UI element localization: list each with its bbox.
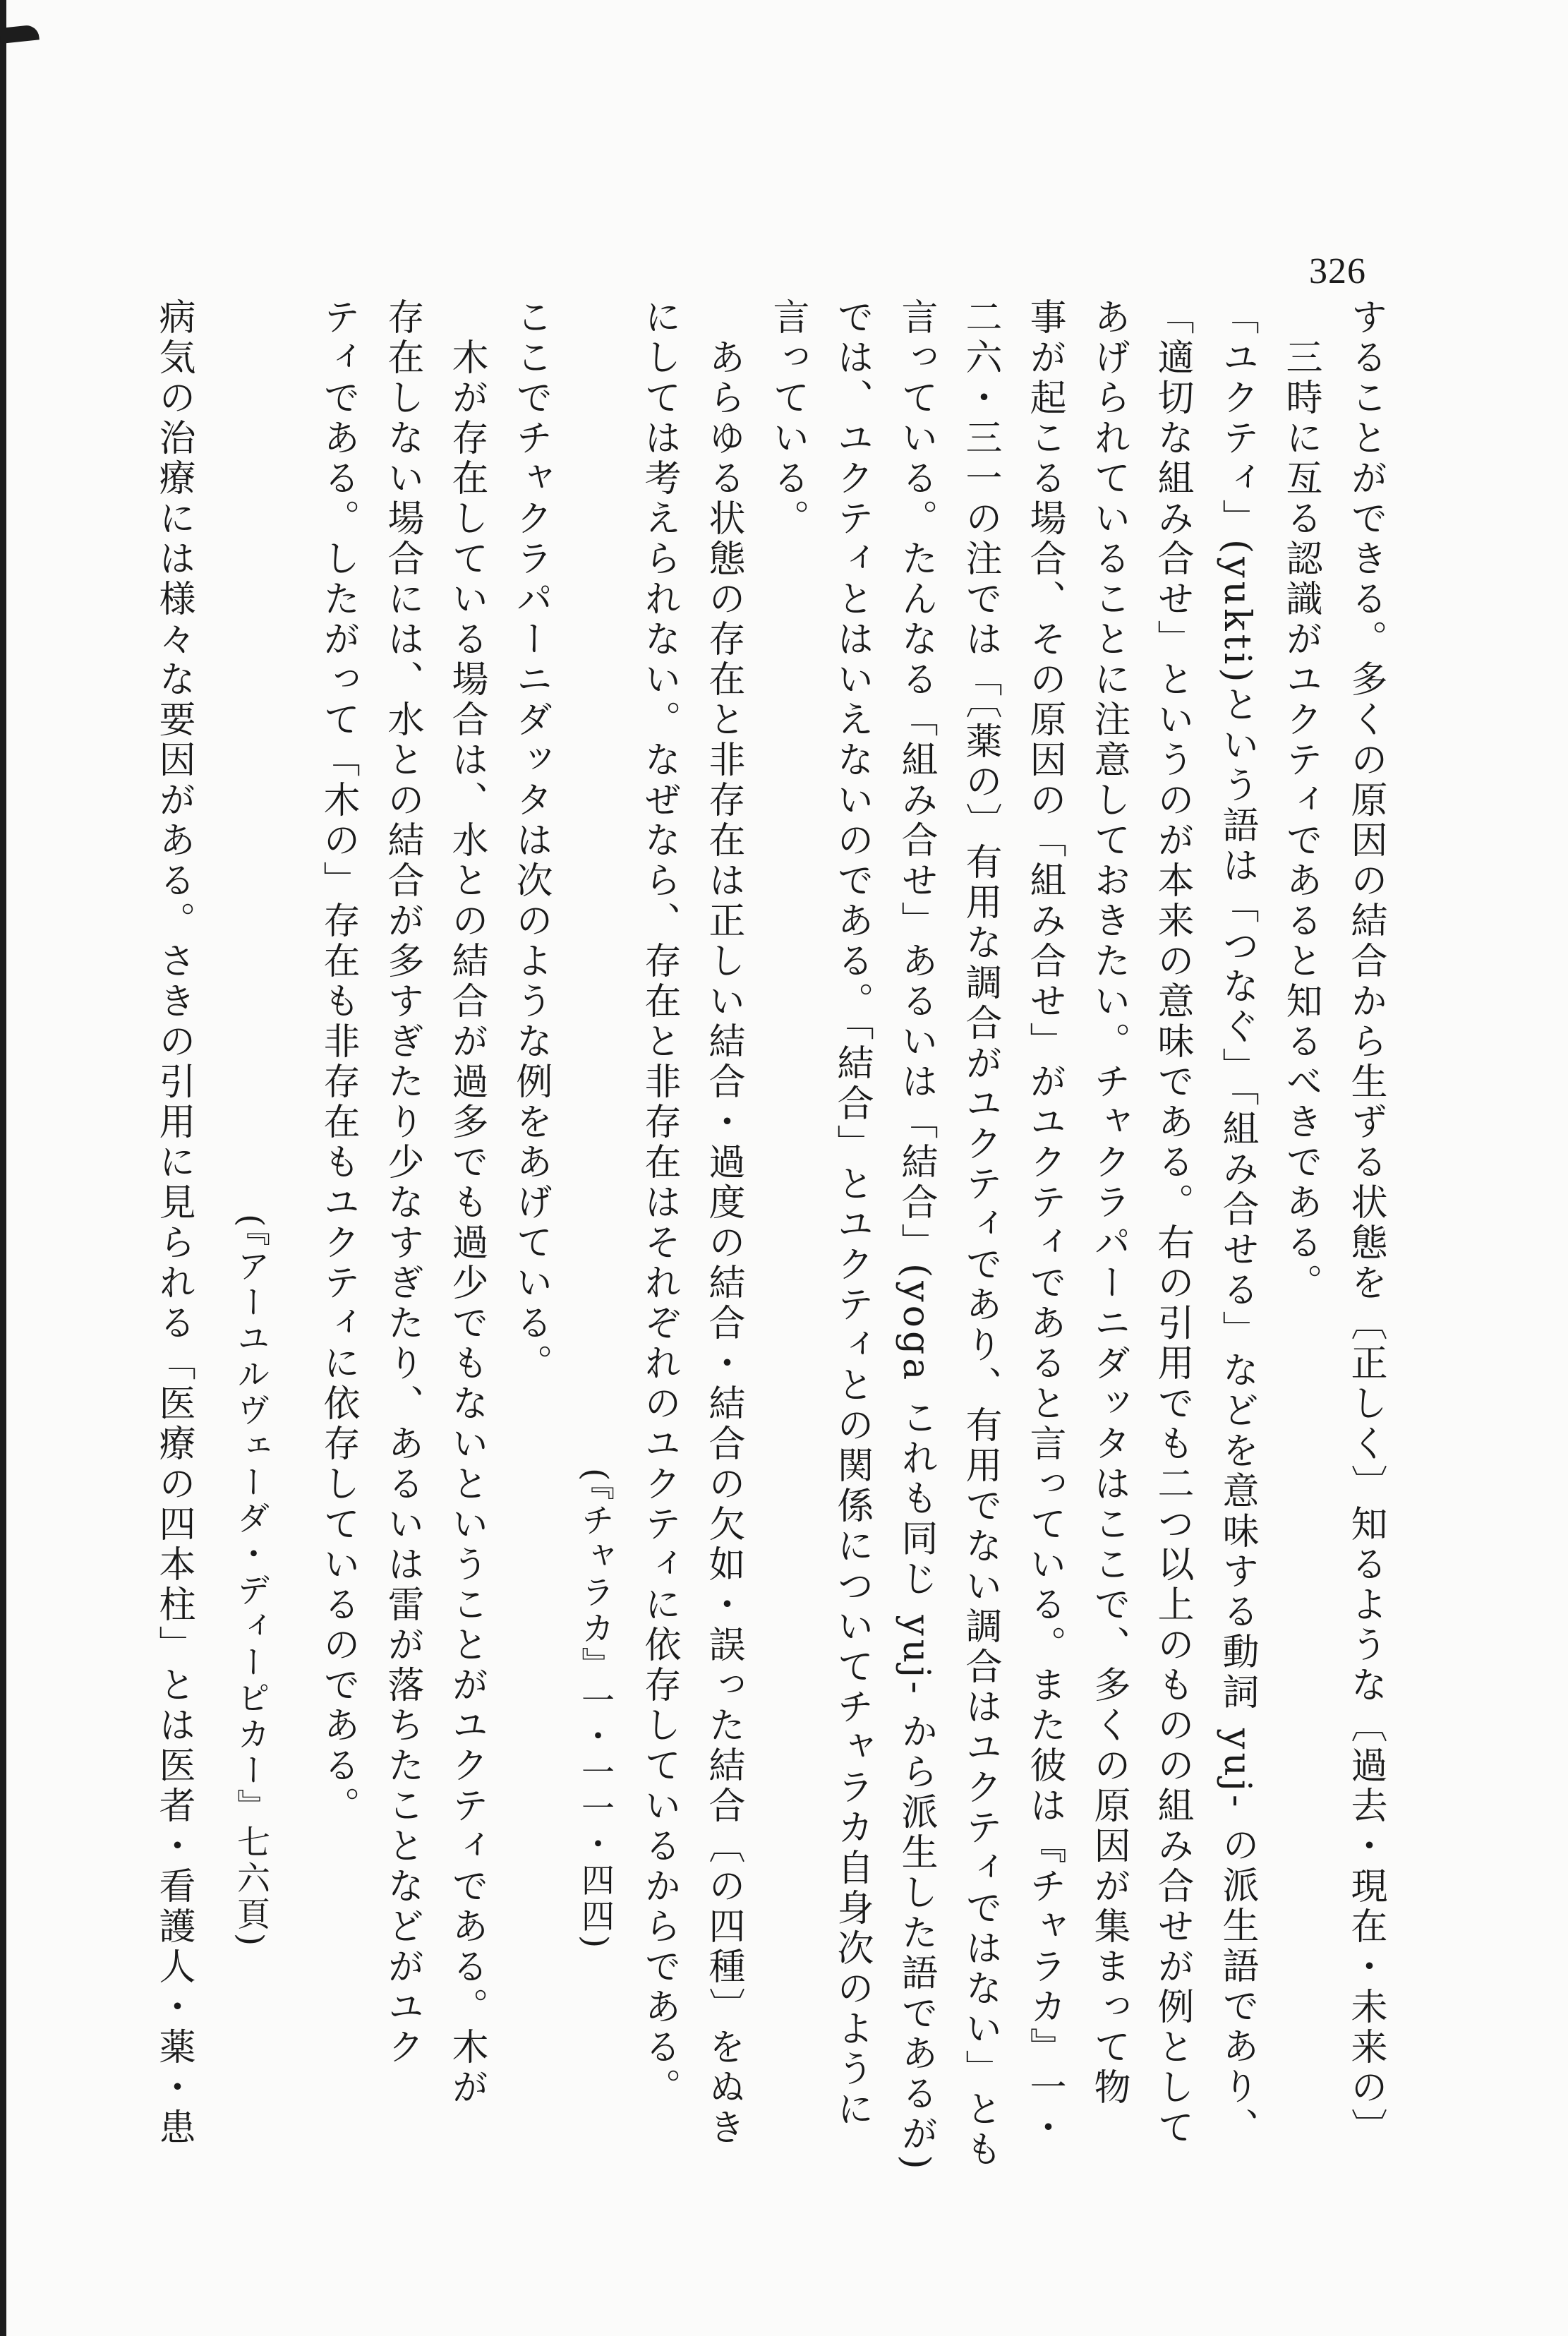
text-column-11: ここでチャクラパーニダッタは次のような例をあげている。 xyxy=(509,298,552,1384)
quote-column-3: 木が存在している場合は、水との結合が過多でも過少でもないということがユクティである。木が xyxy=(445,298,488,2108)
text-column-6: 事が起こる場合、その原因の「組み合せ」がユクティであると言っている。また彼は『チャラカ』一・ xyxy=(1023,298,1066,2148)
text-column-3: 「ユクティ」(yukti)という語は「つなぐ」「組み合せる」などを意味する動詞 yuj- の派生語であり、 xyxy=(1216,298,1258,2148)
text-column-5: あげられていることに注意しておきたい。チャクラパーニダッタはここで、多くの原因が集まって物 xyxy=(1087,298,1130,2108)
page-binding-edge xyxy=(0,0,6,2336)
text-column-10: 言っている。 xyxy=(766,298,809,539)
text-column-2: 三時に亙る認識がユクティであると知るべきである。 xyxy=(1279,298,1322,1304)
quote-column-5: ティである。したがって「木の」存在も非存在もユクティに依存しているのである。 xyxy=(317,298,359,1826)
quote-column-4: 存在しない場合には、水との結合が多すぎたり少なすぎたり、あるいは雷が落ちたことなどがユク xyxy=(381,298,423,2068)
citation-charaka: (『チャラカ』一・一一・四四) xyxy=(576,1468,615,1951)
text-column-12: 病気の治療には様々な要因がある。さきの引用に見られる「医療の四本柱」とは医者・看護人・薬・患 xyxy=(152,298,195,2148)
page-binding-corner xyxy=(0,24,40,44)
page-number: 326 xyxy=(1309,251,1366,291)
text-column-1: することができる。多くの原因の結合から生ずる状態を〔正しく〕知るような〔過去・現在・未来の〕 xyxy=(1344,298,1387,2148)
text-column-8: 言っている。たんなる「組み合せ」あるいは「結合」(yoga これも同じ yuj- から派生した語であるが) xyxy=(895,298,937,2173)
text-column-7: 二六・三一の注では「〔薬の〕有用な調合がユクティであり、有用でない調合はユクティではない」とも xyxy=(959,298,1001,2170)
quote-column-2: にしては考えられない。なぜなら、存在と非存在はそれぞれのユクティに依存しているからである。 xyxy=(638,298,680,2108)
text-column-4: 「適切な組み合せ」というのが本来の意味である。右の引用でも二つ以上のものの組み合せが例として xyxy=(1151,298,1193,2148)
quote-column-1: あらゆる状態の存在と非存在は正しい結合・過度の結合・結合の欠如・誤った結合〔の四種〕をぬき xyxy=(702,298,744,2148)
citation-ayurveda-dipika: (『アーユルヴェーダ・ディーピカー』七六頁) xyxy=(231,1214,270,1949)
text-column-9: では、ユクティとはいえないのである。「結合」とユクティとの関係についてチャラカ自身次のように xyxy=(831,298,873,2130)
